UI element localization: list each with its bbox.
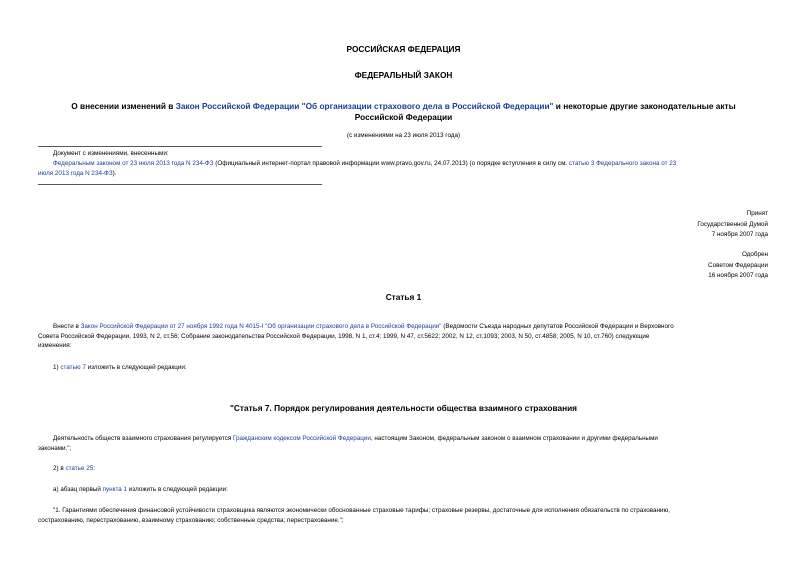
article1-lead: Внести в (53, 323, 81, 330)
approved-line3: 16 ноября 2007 года (708, 272, 768, 279)
item1-rest: изложить в следующей редакции: (85, 364, 187, 371)
changes-top-rule (38, 146, 322, 147)
article1-heading: Статья 1 (385, 292, 422, 302)
article1-law-link[interactable]: Закон Российской Федерации от 27 ноября 1992 года N 4015-I "Об организации страхового дела в Российской Федерации" (80, 323, 442, 330)
changes-text1: (Официальный интернет-портал правовой информации www.pravo.gov.ru, 24.07.2013) (о порядке вступления в силу см. (213, 160, 569, 167)
article1-para-line2: Совета Российской Федерации, 1993, N 2, ст.56; Собрание законодательства Российской Федерации, 1998, N 1, ст.4; 1999, N 47, ст.5622; 2002, N 12, ст.1093; 2003, N 50, ст.4858; 2005, N 10, ст.760) следующие (38, 332, 650, 340)
amended-note: (с изменениями на 23 июля 2013 года) (346, 132, 461, 139)
quote1-line2: сострахованию, перестрахованию, взаимному страхованию; собственные средства; перестрахование."; (38, 516, 344, 524)
quote1-line1: "1. Гарантиями обеспечения финансовой устойчивости страховщика являются экономически обоснованные страховые тарифы; страховые резервы, достаточные для исполнения обязательств по страхованию, (53, 507, 671, 514)
item1 (53, 363, 187, 373)
title-suffix: и некоторые другие законодательные акты (553, 101, 736, 111)
article7-para-line1 (53, 434, 658, 444)
item2-article25-link[interactable]: статье 25 (65, 465, 94, 472)
changes-text2: ). (112, 169, 117, 177)
item2a-rest: изложить в следующей редакции: (127, 486, 228, 493)
article1-para-line3: изменения: (38, 342, 72, 349)
item2 (53, 464, 95, 474)
adopted-line1: Принят (746, 210, 768, 217)
changes-line1 (53, 159, 769, 169)
article7-lead: Деятельность обществ взаимного страхования регулируется (53, 435, 233, 442)
title-prefix: О внесении изменений в (71, 101, 176, 111)
article7-heading: "Статья 7. Порядок регулирования деятельности общества взаимного страхования (229, 403, 578, 413)
changes-intro: Документ с изменениями, внесенными: (53, 150, 169, 157)
article1-para-line1 (53, 322, 769, 332)
document-title (0, 101, 807, 112)
country-heading: РОССИЙСКАЯ ФЕДЕРАЦИЯ (346, 44, 461, 54)
adopted-line2: Государственной Думой (697, 221, 768, 228)
article7-para-line2: законами."; (38, 444, 72, 452)
article1-rest: (Ведомости Съезда народных депутатов Российской Федерации и Верховного (441, 323, 674, 330)
approved-line2: Советом Федерации (708, 262, 768, 269)
changes-line2 (38, 169, 117, 179)
item2a (53, 485, 228, 495)
title-law-link[interactable]: Закон Российской Федерации "Об организации страхового дела в Российской Федерации" (175, 101, 554, 111)
changes-bottom-rule (38, 184, 322, 185)
item2-num: 2) в (53, 465, 66, 472)
item2a-point1-link[interactable]: пункта 1 (102, 486, 128, 493)
item2-rest: : (93, 465, 95, 472)
item1-article7-link[interactable]: статью 7 (60, 364, 86, 371)
changes-article-link-part2[interactable]: июля 2013 года N 234-ФЗ (38, 169, 113, 177)
article7-rest: , настоящим Законом, федеральным законом о взаимном страховании и другими федеральными (370, 435, 658, 442)
document-title-line2: Российской Федерации (354, 112, 453, 122)
adopted-line3: 7 ноября 2007 года (711, 231, 768, 238)
law-type-heading: ФЕДЕРАЛЬНЫЙ ЗАКОН (354, 70, 453, 80)
civil-code-link[interactable]: Гражданским кодексом Российской Федерации (233, 435, 371, 442)
item2a-lead: а) абзац первый (53, 486, 103, 493)
changes-article-link-part1[interactable]: статью 3 Федерального закона от 23 (568, 160, 677, 167)
approved-line1: Одобрен (741, 251, 768, 258)
item1-num: 1) (53, 364, 61, 371)
changes-law-link[interactable]: Федеральным законом от 23 июля 2013 года N 234-ФЗ (53, 160, 214, 167)
